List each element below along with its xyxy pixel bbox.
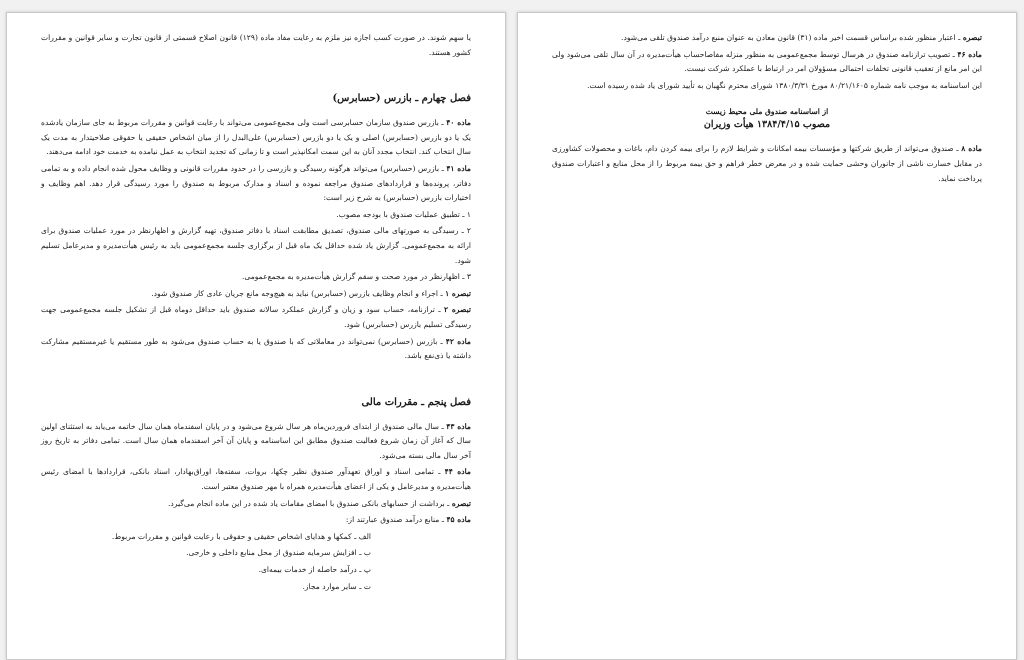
approval-note: این اساسنامه به موجب نامه شماره ۸۰/۲۱/۱۶۰۵ مورخ ۱۳۸۰/۳/۳۱ شورای محترم نگهبان به تأیید شورای یاد شده رسیده است. [587, 80, 982, 90]
article-text: ـ بازرس صندوق سازمان حسابرسی است ولی مجمع‌عمومی می‌تواند با رعایت قوانین و مقررات مربوط به جای سازمان یادشده یک یا دو بازرس (حسابرس) اصلی و یک یا دو بازرس (حسابرس) علی‌البدل را از میان اشخاص حقیقی یا حقوقی صلاحیتدار به مدت یک سال انتخاب کند. انتخاب مجدد آنان به این سمت امکانپذیر است و تا زمانی که تجدید انتخاب به عمل نیامده به خدمت خود ادامه می‌دهند. [41, 118, 471, 157]
note-label: تبصره ۲ [444, 305, 471, 315]
article-text: ـ صندوق می‌تواند از طریق شرکتها و مؤسسات بیمه امکانات و شرایط لازم را برای بیمه کردن دام، باغات و محصولات کشاورزی در مقابل خسارت ناشی از جانوران وحشی حمایت شده و در معرض خطر فراهم و حق بیمه مربوط را از محل منابع و اعتبارات صندوق پرداخت نماید. [552, 144, 982, 183]
article-41-item: ۲ ـ رسیدگی به صورتهای مالی صندوق، تصدیق مطابقت اسناد با دفاتر صندوق، تهیه گزارش و اظهارنظر در مورد عملیات صندوق برای ارائه به مجمع‌عمومی. گزارش یاد شده حداقل یک ماه قبل از برگزاری جلسه مجمع‌عمومی باید به رئیس هیأت‌مدیره و مدیرعامل تسلیم شود. [41, 226, 471, 265]
article-41-item: ۱ ـ تطبیق عملیات صندوق با بودجه مصوب. [336, 209, 471, 219]
intro-paragraph: یا سهم شوند. در صورت کسب اجازه نیز ملزم به رعایت مفاد ماده (۱۲۹) قانون اصلاح قسمتی از قانون تجارت و سایر قوانین و مقررات کشور هستند. [41, 33, 471, 57]
note-label: تبصره ۱ [445, 288, 471, 298]
article-8 [552, 142, 982, 186]
article-43 [41, 420, 471, 464]
article-45-item: پ ـ درآمد حاصله از خدمات بیمه‌ای. [258, 565, 371, 575]
article-42 [41, 335, 471, 364]
article-text: ـ بازرس (حسابرس) نمی‌تواند در معاملاتی که با صندوق یا به حساب صندوق می‌شود به طور مستقیم یا غیرمستقیم مشارکت داشته یا ذی‌نفع باشد. [41, 336, 471, 361]
note-label: تبصره [451, 498, 471, 508]
article-label: ماده ۴۶ [957, 49, 983, 59]
article-41-item: ۳ ـ اظهارنظر در مورد صحت و سقم گزارش هیأت‌مدیره به مجمع‌عمومی. [241, 272, 471, 282]
article-46 [552, 48, 982, 77]
article-label: ماده ۴۲ [445, 336, 471, 346]
note-label: تبصره [962, 33, 982, 42]
article-text: ـ تمامی اسناد و اوراق تعهدآور صندوق نظیر چکها، بروات، سفته‌ها، اوراق‌بهادار، اسناد بانکی، قراردادها با امضای رئیس هیأت‌مدیره و مدیرعامل و یکی از اعضای هیأت‌مدیره همراه با مهر صندوق معتبر است. [41, 467, 471, 492]
left-page-content [41, 31, 471, 596]
article-44 [41, 465, 471, 494]
article-text: ـ بازرس (حسابرس) می‌تواند هرگونه رسیدگی و بازرسی را در حدود مقررات قانونی و وظایف محول شده انجام داده و به تمامی دفاتر، پرونده‌ها و قراردادهای صندوق مراجعه نموده و اسناد و مدارک مربوط به صندوق را مورد رسیدگی قرار دهد. اهم وظایف و اختیارات بازرس (حسابرس) به شرح زیر است: [41, 163, 471, 203]
article-text: ـ سال مالی صندوق از ابتدای فروردین‌ماه هر سال شروع می‌شود و در پایان اسفندماه همان سال خاتمه می‌یابد به استثنای اولین سال که آغاز آن زمان شروع فعالیت صندوق مطابق این اساسنامه و پایان آن آخر اسفندماه همان سال است. تمامی دفاتر به تاریخ روز آخر سال مالی بسته می‌شود. [41, 421, 471, 460]
section-approval-heading: مصوب ۱۳۸۴/۴/۱۵ هیأت وزیران [703, 119, 831, 131]
article-45 [41, 513, 471, 528]
article-label: ماده ۴۱ [446, 163, 472, 173]
article-label: ماده ۴۵ [446, 515, 471, 525]
note-text: ـ برداشت از حسابهای بانکی صندوق با امضای مقامات یاد شده در این ماده انجام می‌گیرد. [168, 498, 450, 508]
article-40 [41, 116, 471, 160]
note-text: ـ اجراء و انجام وظایف بازرس (حسابرس) نباید به هیچ‌وجه مانع جریان عادی کار صندوق شود. [151, 288, 443, 298]
section-subheading: از اساسنامه صندوق ملی محیط زیست [705, 107, 829, 117]
note-1 [41, 287, 471, 302]
note-text: ـ ترازنامه، حساب سود و زیان و گزارش عملکرد سالانه صندوق باید حداقل دوماه قبل از تشکیل جلسه مجمع‌عمومی جهت رسیدگی تسلیم بازرس (حسابرس) شود. [41, 305, 471, 329]
right-page-content [552, 31, 982, 188]
article-label: ماده ۴۳ [446, 421, 471, 431]
note-text: ـ اعتبار منظور شده براساس قسمت اخیر ماده (۳۱) قانون معادن به عنوان منبع درآمد صندوق تلقی می‌شود. [621, 33, 961, 42]
article-label: ماده ۸ [961, 144, 982, 154]
note [552, 31, 982, 46]
left-page [6, 12, 506, 660]
article-label: ماده ۴۴ [444, 467, 472, 477]
article-text: ـ منابع درآمد صندوق عبارتند از: [345, 515, 445, 525]
note-2 [41, 303, 471, 332]
chapter-4-heading: فصل چهارم ـ بازرس (حسابرس) [332, 93, 471, 105]
article-41 [41, 162, 471, 206]
right-page [517, 12, 1017, 660]
note [41, 497, 471, 512]
chapter-5-heading: فصل پنجم ـ مقررات مالی [361, 396, 471, 408]
article-text: ـ تصویب ترازنامه صندوق در هرسال توسط مجمع‌عمومی به منظور منزله مفاصاحساب هیأت‌مدیره در آن سال تلقی می‌شود ولی این امر مانع از تعقیب قانونی تخلفات احتمالی مسؤولان امر در ارتباط با عملکرد شرکت نیست. [552, 49, 982, 74]
article-45-item: ب ـ افزایش سرمایه صندوق از محل منابع داخلی و خارجی. [186, 548, 371, 558]
article-45-item: الف ـ کمکها و هدایای اشخاص حقیقی و حقوقی با رعایت قوانین و مقررات مربوط. [111, 531, 371, 541]
article-label: ماده ۴۰ [446, 118, 471, 128]
article-45-item: ت ـ سایر موارد مجاز. [302, 581, 371, 591]
